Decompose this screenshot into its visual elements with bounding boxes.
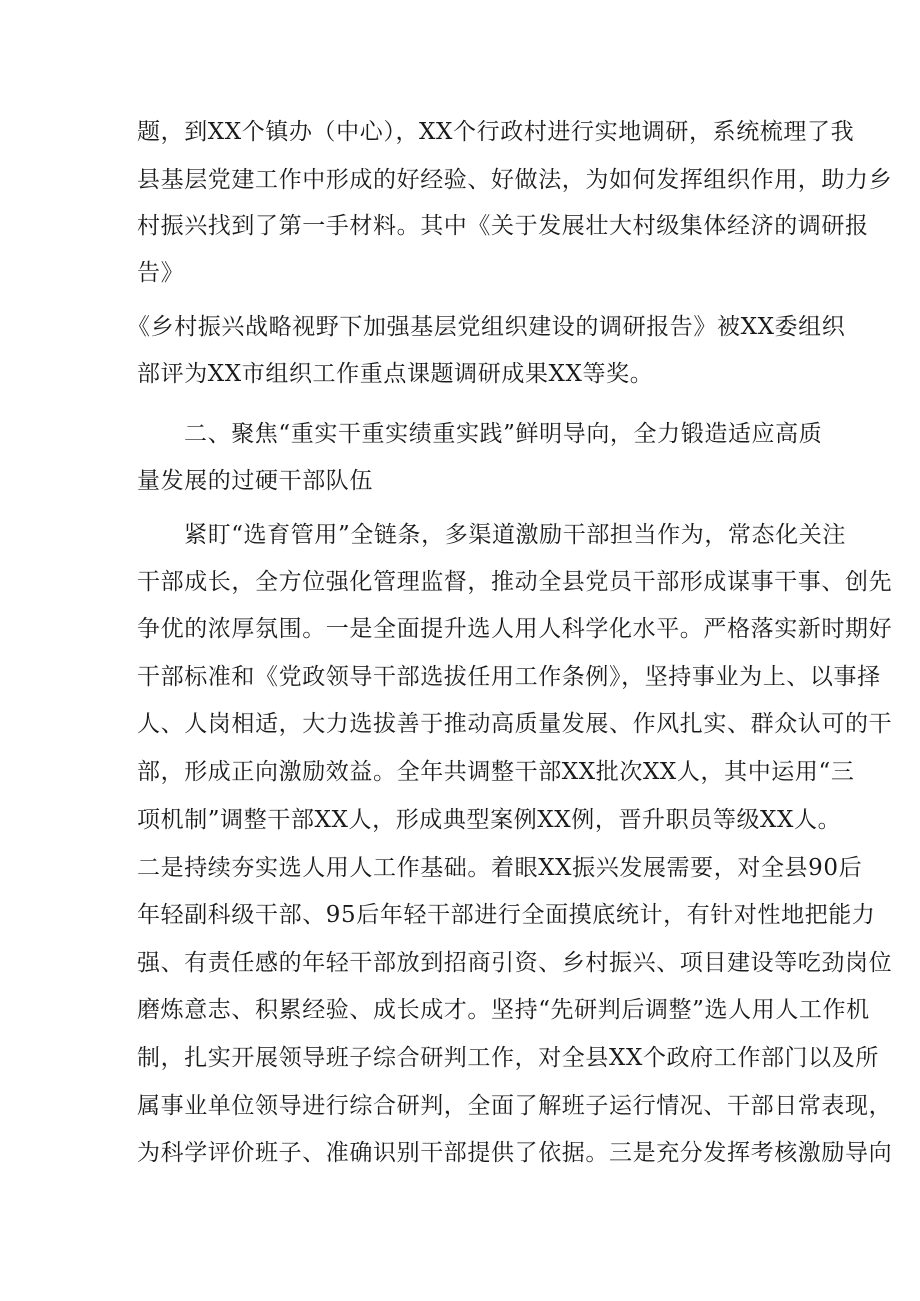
body-text-line: 人、人岗相适，大力选拔善于推动高质量发展、作风扎实、群众认可的干 bbox=[137, 711, 893, 737]
body-text-line: 部评为XX市组织工作重点课题调研成果XX等奖。 bbox=[137, 361, 654, 387]
section-heading-line: 量发展的过硬干部队伍 bbox=[137, 468, 373, 494]
body-text-line: 争优的浓厚氛围。一是全面提升选人用人科学化水平。严格落实新时期好 bbox=[137, 616, 893, 642]
body-text-line: 告》 bbox=[137, 260, 185, 286]
body-text-line: 《乡村振兴战略视野下加强基层党组织建设的调研报告》被XX委组织 bbox=[127, 314, 846, 340]
body-text-line: 干部标准和《党政领导干部选拔任用工作条例》，坚持事业为上、以事择 bbox=[137, 664, 881, 690]
body-text-line: 制，扎实开展领导班子综合研判工作，对全县XX个政府工作部门以及所 bbox=[137, 1045, 879, 1071]
body-text-line: 磨炼意志、积累经验、成长成才。坚持“先研判后调整”选人用人工作机 bbox=[137, 997, 870, 1023]
body-text-line: 部，形成正向激励效益。全年共调整干部XX批次XX人，其中运用“三 bbox=[137, 759, 855, 785]
body-text-line: 村振兴找到了第一手材料。其中《关于发展壮大村级集体经济的调研报 bbox=[137, 213, 869, 239]
body-text-line: 干部成长，全方位强化管理监督，推动全县党员干部形成谋事干事、创先 bbox=[137, 569, 893, 595]
body-text-line: 属事业单位领导进行综合研判，全面了解班子运行情况、干部日常表现， bbox=[137, 1093, 893, 1119]
body-text-line: 题，到XX个镇办（中心），XX个行政村进行实地调研，系统梳理了我 bbox=[137, 119, 855, 145]
body-text-line: 为科学评价班子、准确识别干部提供了依据。三是充分发挥考核激励导向 bbox=[137, 1140, 893, 1166]
body-text-line: 强、有责任感的年轻干部放到招商引资、乡村振兴、项目建设等吃劲岗位 bbox=[137, 950, 893, 976]
body-text-line: 县基层党建工作中形成的好经验、好做法，为如何发挥组织作用，助力乡 bbox=[137, 167, 893, 193]
body-text-line: 项机制”调整干部XX人，形成典型案例XX例，晋升职员等级XX人。 bbox=[137, 807, 842, 833]
body-text-line: 紧盯“选育管用”全链条，多渠道激励干部担当作为，常态化关注 bbox=[184, 522, 846, 548]
body-text-line: 二是持续夯实选人用人工作基础。着眼XX振兴发展需要，对全县90后 bbox=[137, 855, 863, 881]
section-heading-line: 二、聚焦“重实干重实绩重实践”鲜明导向，全力锻造适应高质 bbox=[184, 421, 823, 447]
body-text-line: 年轻副科级干部、95后年轻干部进行全面摸底统计，有针对性地把能力 bbox=[137, 902, 876, 928]
